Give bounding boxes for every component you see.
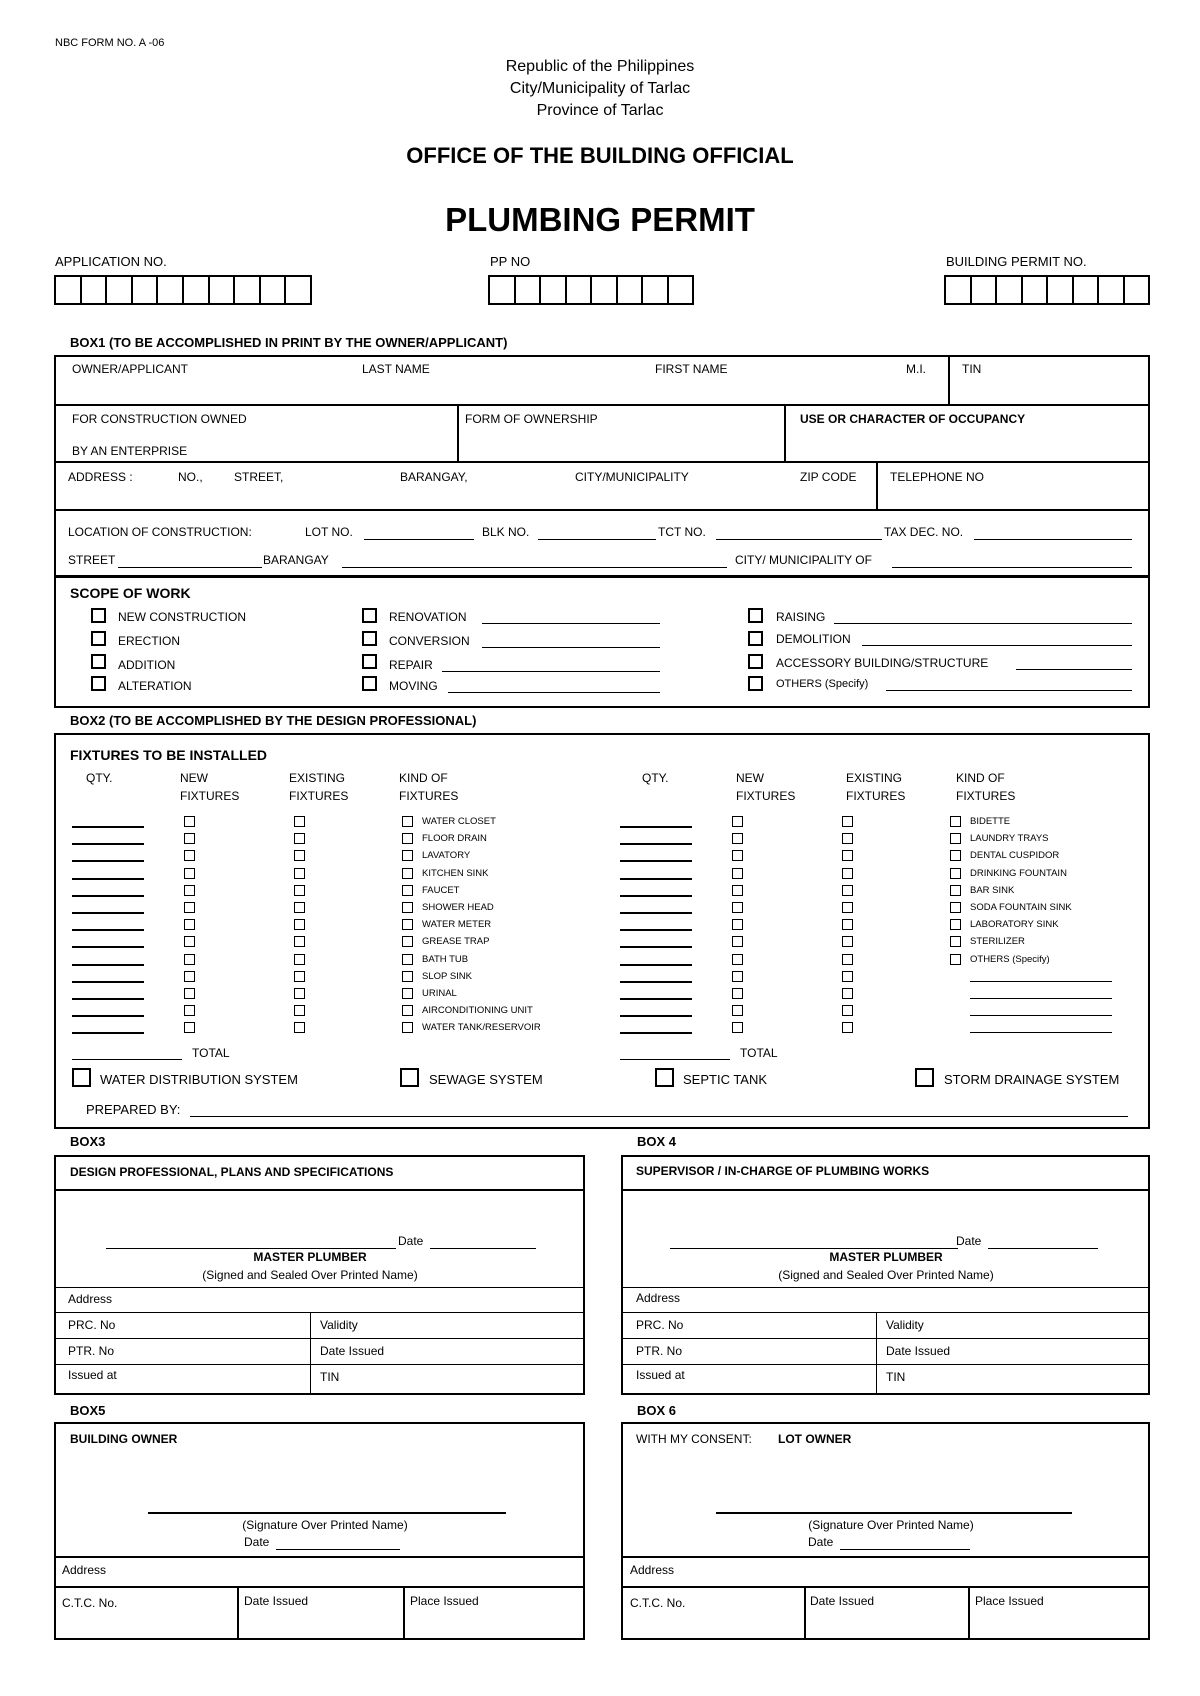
fixture-kind-checkbox[interactable] — [402, 988, 413, 999]
box3-date-label: Date — [398, 1234, 424, 1248]
fixture-qty-field[interactable] — [72, 981, 144, 983]
location-street-field[interactable] — [118, 567, 262, 568]
box6-place-issued-label: Place Issued — [975, 1594, 1044, 1608]
existing-fixture-checkbox[interactable] — [842, 1005, 853, 1016]
fixture-kind-label: WATER METER — [422, 919, 492, 930]
fixture-qty-field[interactable] — [620, 946, 692, 948]
new-header: NEW — [180, 771, 208, 785]
scope-checkbox[interactable] — [91, 654, 106, 669]
total-label-right: TOTAL — [740, 1046, 778, 1060]
scope-item: ALTERATION — [118, 679, 192, 693]
new-fixture-checkbox[interactable] — [732, 1022, 743, 1033]
existing-fixture-checkbox[interactable] — [294, 971, 305, 982]
existing-fixture-checkbox[interactable] — [294, 1005, 305, 1016]
fixture-kind-checkbox[interactable] — [402, 954, 413, 965]
box3-address-label: Address — [68, 1292, 113, 1306]
box4-address-label: Address — [636, 1291, 681, 1305]
for-construction-label: FOR CONSTRUCTION OWNED — [72, 412, 247, 426]
box5-date-field[interactable] — [276, 1549, 400, 1550]
fixture-qty-field[interactable] — [72, 826, 144, 828]
existing-fixture-checkbox[interactable] — [842, 850, 853, 861]
total-field-right[interactable] — [620, 1059, 730, 1060]
by-enterprise-label: BY AN ENTERPRISE — [72, 444, 188, 458]
box6-signature-line[interactable] — [716, 1512, 1072, 1514]
scope-checkbox[interactable] — [362, 631, 377, 646]
storm-drainage-label: STORM DRAINAGE SYSTEM — [944, 1072, 1120, 1087]
fixture-kind-checkbox[interactable] — [402, 833, 413, 844]
new-fixture-checkbox[interactable] — [184, 850, 195, 861]
pp-no-field[interactable] — [488, 275, 694, 305]
fixture-qty-field[interactable] — [72, 1015, 144, 1017]
form-number: NBC FORM NO. A -06 — [55, 37, 165, 49]
scope-item: ACCESSORY BUILDING/STRUCTURE — [776, 656, 989, 670]
box4-prc-label: PRC. No — [636, 1318, 684, 1332]
location-barangay-field[interactable] — [342, 567, 727, 568]
fixture-kind-checkbox[interactable] — [402, 1005, 413, 1016]
existing-fixture-checkbox[interactable] — [294, 936, 305, 947]
qty-header: QTY. — [642, 771, 669, 785]
new-fixture-checkbox[interactable] — [732, 885, 743, 896]
fixture-qty-field[interactable] — [620, 1015, 692, 1017]
existing-fixture-checkbox[interactable] — [842, 919, 853, 930]
scope-checkbox[interactable] — [748, 631, 763, 646]
address-label: ADDRESS : — [68, 470, 133, 484]
fixture-qty-field[interactable] — [620, 843, 692, 845]
fixture-kind-label: BAR SINK — [970, 885, 1015, 896]
box6-consent: WITH MY CONSENT: — [636, 1432, 752, 1446]
tin-label: TIN — [962, 362, 982, 376]
box4-master-plumber: MASTER PLUMBER — [829, 1250, 943, 1264]
existing-fixture-checkbox[interactable] — [294, 885, 305, 896]
box4-signed-note: (Signed and Sealed Over Printed Name) — [778, 1268, 994, 1282]
existing-fixture-checkbox[interactable] — [842, 954, 853, 965]
box3-validity-label: Validity — [320, 1318, 358, 1332]
existing-fixture-checkbox[interactable] — [294, 902, 305, 913]
location-city-field[interactable] — [892, 567, 1132, 568]
tax-dec-label: TAX DEC. NO. — [884, 525, 964, 539]
qty-header: QTY. — [86, 771, 113, 785]
prepared-by-label: PREPARED BY: — [86, 1102, 181, 1117]
fixture-kind-label: WATER CLOSET — [422, 816, 496, 827]
box4-validity-label: Validity — [886, 1318, 924, 1332]
fixture-kind-checkbox[interactable] — [402, 971, 413, 982]
scope-checkbox[interactable] — [748, 608, 763, 623]
new-fixture-checkbox[interactable] — [184, 868, 195, 879]
box6-ctc-label: C.T.C. No. — [630, 1596, 686, 1610]
fixture-kind-label: DENTAL CUSPIDOR — [970, 850, 1060, 861]
tax-dec-field[interactable] — [974, 539, 1132, 540]
last-name-label: LAST NAME — [362, 362, 430, 376]
fixture-kind-label: SLOP SINK — [422, 971, 472, 982]
existing-fixture-checkbox[interactable] — [842, 868, 853, 879]
existing-fixture-checkbox[interactable] — [842, 936, 853, 947]
box6-date-field[interactable] — [840, 1549, 970, 1550]
fixture-qty-field[interactable] — [72, 860, 144, 862]
location-street-label: STREET — [68, 553, 116, 567]
building-permit-no-field[interactable] — [944, 275, 1150, 305]
water-distribution-label: WATER DISTRIBUTION SYSTEM — [100, 1072, 298, 1087]
new-fixture-checkbox[interactable] — [184, 885, 195, 896]
scope-item: RAISING — [776, 610, 826, 624]
fixture-other-field[interactable] — [970, 1015, 1112, 1016]
fixture-qty-field[interactable] — [620, 878, 692, 880]
blk-no-label: BLK NO. — [482, 525, 530, 539]
address-barangay-label: BARANGAY, — [400, 470, 468, 484]
scope-item: MOVING — [389, 679, 438, 693]
box6-date-issued-label: Date Issued — [810, 1594, 875, 1608]
existing-header-2: FIXTURES — [289, 789, 349, 803]
new-fixture-checkbox[interactable] — [184, 1005, 195, 1016]
fixture-kind-checkbox[interactable] — [950, 816, 961, 827]
fixture-kind-checkbox[interactable] — [950, 919, 961, 930]
kind-header: KIND OF — [956, 771, 1005, 785]
fixture-other-field[interactable] — [970, 981, 1112, 982]
scope-checkbox[interactable] — [91, 608, 106, 623]
fixture-qty-field[interactable] — [72, 929, 144, 931]
scope-item: REPAIR — [389, 658, 433, 672]
box2-heading: BOX2 (TO BE ACCOMPLISHED BY THE DESIGN PROFESSIONAL) — [70, 713, 477, 728]
existing-fixture-checkbox[interactable] — [294, 850, 305, 861]
tct-no-field[interactable] — [716, 539, 882, 540]
new-fixture-checkbox[interactable] — [184, 954, 195, 965]
new-fixture-checkbox[interactable] — [732, 988, 743, 999]
scope-of-work-box — [54, 576, 1150, 708]
new-fixture-checkbox[interactable] — [732, 936, 743, 947]
fixture-kind-checkbox[interactable] — [402, 850, 413, 861]
new-fixture-checkbox[interactable] — [184, 988, 195, 999]
box3-label: BOX3 — [70, 1134, 106, 1149]
new-fixture-checkbox[interactable] — [184, 833, 195, 844]
application-no-label: APPLICATION NO. — [55, 254, 167, 269]
existing-fixture-checkbox[interactable] — [294, 954, 305, 965]
fixture-qty-field[interactable] — [620, 981, 692, 983]
fixture-kind-label: KITCHEN SINK — [422, 868, 489, 879]
new-fixture-checkbox[interactable] — [184, 919, 195, 930]
new-fixture-checkbox[interactable] — [732, 919, 743, 930]
fixture-kind-label: BIDETTE — [970, 816, 1011, 827]
box4-label: BOX 4 — [637, 1134, 677, 1149]
scope-item: ADDITION — [118, 658, 176, 672]
existing-fixture-checkbox[interactable] — [294, 919, 305, 930]
box3-heading: DESIGN PROFESSIONAL, PLANS AND SPECIFICATIONS — [70, 1165, 394, 1179]
fixture-kind-checkbox[interactable] — [950, 885, 961, 896]
box5-label: BOX5 — [70, 1403, 106, 1418]
box3-date-field[interactable] — [430, 1248, 536, 1249]
scope-checkbox[interactable] — [91, 631, 106, 646]
storm-drainage-checkbox[interactable] — [915, 1068, 934, 1087]
owner-name-field[interactable] — [60, 378, 940, 400]
fixture-kind-label: LAUNDRY TRAYS — [970, 833, 1049, 844]
scope-checkbox[interactable] — [91, 676, 106, 691]
fixture-qty-field[interactable] — [72, 998, 144, 1000]
location-city-label: CITY/ MUNICIPALITY OF — [735, 553, 872, 567]
existing-fixture-checkbox[interactable] — [842, 1022, 853, 1033]
new-fixture-checkbox[interactable] — [184, 971, 195, 982]
fixture-kind-checkbox[interactable] — [402, 1022, 413, 1033]
new-fixture-checkbox[interactable] — [184, 816, 195, 827]
box6-date-label: Date — [808, 1535, 834, 1549]
box3-prc-label: PRC. No — [68, 1318, 116, 1332]
existing-fixture-checkbox[interactable] — [842, 816, 853, 827]
box6-heading: LOT OWNER — [778, 1432, 852, 1446]
lot-no-label: LOT NO. — [305, 525, 353, 539]
telephone-label: TELEPHONE NO — [890, 470, 985, 484]
header-city: City/Municipality of Tarlac — [509, 80, 691, 97]
fixture-kind-label: FLOOR DRAIN — [422, 833, 487, 844]
fixture-kind-checkbox[interactable] — [402, 816, 413, 827]
office-title: OFFICE OF THE BUILDING OFFICIAL — [406, 143, 794, 168]
box1-heading: BOX1 (TO BE ACCOMPLISHED IN PRINT BY THE OWNER/APPLICANT) — [70, 335, 508, 350]
fixture-qty-field[interactable] — [72, 964, 144, 966]
fixture-qty-field[interactable] — [620, 860, 692, 862]
scope-checkbox[interactable] — [362, 676, 377, 691]
new-fixture-checkbox[interactable] — [732, 1005, 743, 1016]
box4-issued-at-label: Issued at — [636, 1368, 685, 1382]
existing-header: EXISTING — [846, 771, 903, 785]
box3-tin-label: TIN — [320, 1370, 340, 1384]
existing-fixture-checkbox[interactable] — [294, 988, 305, 999]
fixtures-title: FIXTURES TO BE INSTALLED — [70, 747, 268, 763]
scope-item: CONVERSION — [389, 634, 470, 648]
box4-date-field[interactable] — [988, 1248, 1098, 1249]
form-of-ownership-label: FORM OF OWNERSHIP — [465, 412, 598, 426]
new-fixture-checkbox[interactable] — [184, 1022, 195, 1033]
new-fixture-checkbox[interactable] — [732, 954, 743, 965]
septic-tank-checkbox[interactable] — [655, 1068, 674, 1087]
fixture-kind-label: LAVATORY — [422, 850, 471, 861]
fixture-qty-field[interactable] — [72, 878, 144, 880]
box5-signature-note: (Signature Over Printed Name) — [242, 1518, 408, 1532]
fixture-kind-checkbox[interactable] — [402, 885, 413, 896]
use-occupancy-label: USE OR CHARACTER OF OCCUPANCY — [800, 412, 1026, 426]
scope-item: ERECTION — [118, 634, 181, 648]
new-fixture-checkbox[interactable] — [184, 936, 195, 947]
fixture-qty-field[interactable] — [72, 843, 144, 845]
fixture-kind-checkbox[interactable] — [950, 954, 961, 965]
box3-signed-note: (Signed and Sealed Over Printed Name) — [202, 1268, 418, 1282]
box6-address-label: Address — [630, 1563, 675, 1577]
total-field-left[interactable] — [72, 1059, 182, 1060]
scope-checkbox[interactable] — [362, 608, 377, 623]
box4-tin-label: TIN — [886, 1370, 906, 1384]
fixture-other-field[interactable] — [970, 998, 1112, 999]
existing-fixture-checkbox[interactable] — [294, 816, 305, 827]
scope-item: RENOVATION — [389, 610, 467, 624]
kind-header-2: FIXTURES — [956, 789, 1016, 803]
fixture-kind-label: URINAL — [422, 988, 457, 999]
box3-master-plumber: MASTER PLUMBER — [253, 1250, 367, 1264]
location-label: LOCATION OF CONSTRUCTION: — [68, 525, 252, 539]
fixture-other-field[interactable] — [970, 1032, 1112, 1033]
fixture-kind-checkbox[interactable] — [402, 868, 413, 879]
existing-fixture-checkbox[interactable] — [842, 971, 853, 982]
address-no-label: NO., — [178, 470, 203, 484]
location-barangay-label: BARANGAY — [263, 553, 329, 567]
box6-signature-note: (Signature Over Printed Name) — [808, 1518, 974, 1532]
box4-date-issued-label: Date Issued — [886, 1344, 951, 1358]
fixture-qty-field[interactable] — [620, 912, 692, 914]
box5-ctc-label: C.T.C. No. — [62, 1596, 118, 1610]
box6-label: BOX 6 — [637, 1403, 677, 1418]
water-distribution-checkbox[interactable] — [72, 1068, 91, 1087]
scope-item: NEW CONSTRUCTION — [118, 610, 246, 624]
existing-header: EXISTING — [289, 771, 346, 785]
sewage-system-checkbox[interactable] — [400, 1068, 419, 1087]
box5-heading: BUILDING OWNER — [70, 1432, 178, 1446]
prepared-by-field[interactable] — [190, 1116, 1128, 1117]
box5-place-issued-label: Place Issued — [410, 1594, 479, 1608]
fixture-qty-field[interactable] — [620, 998, 692, 1000]
fixture-qty-field[interactable] — [620, 929, 692, 931]
scope-checkbox[interactable] — [362, 654, 377, 669]
header-republic: Republic of the Philippines — [505, 58, 695, 75]
scope-item: DEMOLITION — [776, 632, 851, 646]
address-street-label: STREET, — [234, 470, 284, 484]
box5-date-issued-label: Date Issued — [244, 1594, 309, 1608]
sewage-system-label: SEWAGE SYSTEM — [429, 1072, 543, 1087]
pp-no-label: PP NO — [490, 254, 531, 269]
fixture-kind-checkbox[interactable] — [950, 833, 961, 844]
building-permit-no-label: BUILDING PERMIT NO. — [946, 254, 1087, 269]
new-fixture-checkbox[interactable] — [732, 850, 743, 861]
existing-fixture-checkbox[interactable] — [842, 885, 853, 896]
fixture-qty-field[interactable] — [72, 946, 144, 948]
existing-fixture-checkbox[interactable] — [842, 902, 853, 913]
fixture-qty-field[interactable] — [620, 826, 692, 828]
fixture-kind-label: STERILIZER — [970, 936, 1025, 947]
first-name-label: FIRST NAME — [655, 362, 728, 376]
kind-header: KIND OF — [399, 771, 448, 785]
address-city-label: CITY/MUNICIPALITY — [575, 470, 689, 484]
box5-date-label: Date — [244, 1535, 270, 1549]
box5-signature-line[interactable] — [148, 1512, 506, 1514]
fixture-qty-field[interactable] — [72, 895, 144, 897]
box4-heading: SUPERVISOR / IN-CHARGE OF PLUMBING WORKS — [636, 1164, 930, 1178]
new-fixture-checkbox[interactable] — [732, 833, 743, 844]
fixture-kind-checkbox[interactable] — [950, 850, 961, 861]
tct-no-label: TCT NO. — [658, 525, 706, 539]
fixture-kind-checkbox[interactable] — [950, 936, 961, 947]
fixture-kind-label: BATH TUB — [422, 954, 469, 965]
fixture-kind-checkbox[interactable] — [402, 936, 413, 947]
new-header-2: FIXTURES — [736, 789, 796, 803]
fixture-qty-field[interactable] — [620, 964, 692, 966]
scope-checkbox[interactable] — [748, 676, 763, 691]
owner-label: OWNER/APPLICANT — [72, 362, 189, 376]
existing-fixture-checkbox[interactable] — [842, 988, 853, 999]
scope-item: OTHERS (Specify) — [776, 678, 869, 690]
zip-code-label: ZIP CODE — [800, 470, 857, 484]
fixture-kind-label: FAUCET — [422, 885, 460, 896]
fixture-kind-label: OTHERS (Specify) — [970, 954, 1050, 965]
scope-of-work-title: SCOPE OF WORK — [70, 585, 191, 601]
new-header-2: FIXTURES — [180, 789, 240, 803]
existing-fixture-checkbox[interactable] — [294, 1022, 305, 1033]
mi-label: M.I. — [906, 362, 926, 376]
lot-no-field[interactable] — [364, 539, 474, 540]
existing-fixture-checkbox[interactable] — [294, 833, 305, 844]
application-no-field[interactable] — [54, 275, 312, 305]
fixture-qty-field[interactable] — [72, 912, 144, 914]
fixture-kind-label: AIRCONDITIONING UNIT — [422, 1005, 533, 1016]
new-fixture-checkbox[interactable] — [732, 816, 743, 827]
box3-date-issued-label: Date Issued — [320, 1344, 385, 1358]
new-fixture-checkbox[interactable] — [732, 971, 743, 982]
blk-no-field[interactable] — [538, 539, 656, 540]
new-fixture-checkbox[interactable] — [732, 902, 743, 913]
box5-address-label: Address — [62, 1563, 107, 1577]
page-title: PLUMBING PERMIT — [445, 201, 755, 238]
box4-signature-line[interactable] — [670, 1248, 958, 1249]
box4-ptr-label: PTR. No — [636, 1344, 683, 1358]
fixture-kind-checkbox[interactable] — [402, 919, 413, 930]
fixture-qty-field[interactable] — [620, 1032, 692, 1034]
septic-tank-label: SEPTIC TANK — [683, 1072, 768, 1087]
scope-checkbox[interactable] — [748, 654, 763, 669]
new-fixture-checkbox[interactable] — [732, 868, 743, 879]
existing-fixture-checkbox[interactable] — [842, 833, 853, 844]
fixture-kind-checkbox[interactable] — [950, 868, 961, 879]
box3-ptr-label: PTR. No — [68, 1344, 115, 1358]
header-province: Province of Tarlac — [536, 102, 664, 119]
fixture-kind-label: DRINKING FOUNTAIN — [970, 868, 1067, 879]
fixture-kind-label: SODA FOUNTAIN SINK — [970, 902, 1072, 913]
fixture-kind-label: LABORATORY SINK — [970, 919, 1059, 930]
kind-header-2: FIXTURES — [399, 789, 459, 803]
fixture-kind-label: WATER TANK/RESERVOIR — [422, 1022, 541, 1033]
new-fixture-checkbox[interactable] — [184, 902, 195, 913]
fixture-kind-checkbox[interactable] — [950, 902, 961, 913]
box3-issued-at-label: Issued at — [68, 1368, 117, 1382]
box4-date-label: Date — [956, 1234, 982, 1248]
fixture-qty-field[interactable] — [72, 1032, 144, 1034]
new-header: NEW — [736, 771, 764, 785]
total-label-left: TOTAL — [192, 1046, 230, 1060]
fixture-kind-label: GREASE TRAP — [422, 936, 490, 947]
existing-fixture-checkbox[interactable] — [294, 868, 305, 879]
fixture-qty-field[interactable] — [620, 895, 692, 897]
box3-signature-line[interactable] — [106, 1248, 396, 1249]
existing-header-2: FIXTURES — [846, 789, 906, 803]
fixture-kind-checkbox[interactable] — [402, 902, 413, 913]
fixture-kind-label: SHOWER HEAD — [422, 902, 494, 913]
